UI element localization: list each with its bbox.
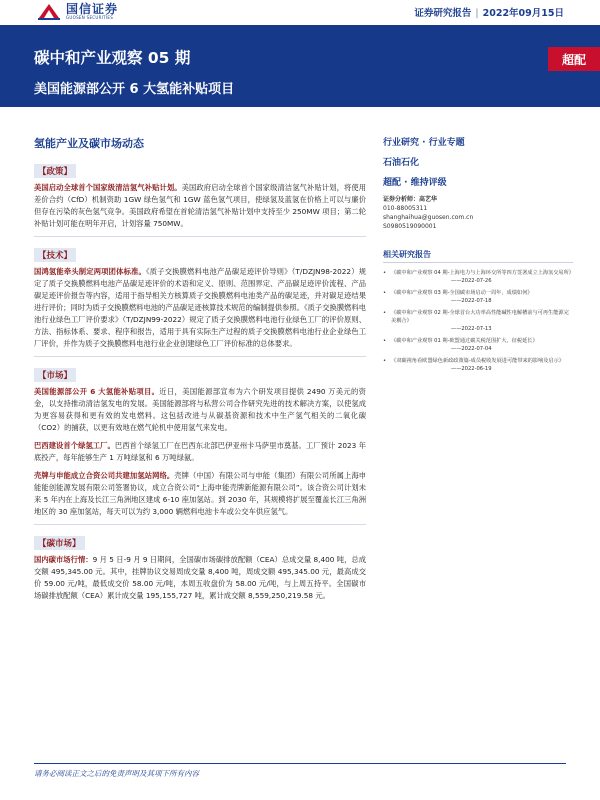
report-type: 证券研究报告 xyxy=(414,8,472,19)
tech-section xyxy=(34,243,366,350)
report-subtitle: 美国能源部公开 6 大氢能补贴项目 xyxy=(34,82,235,97)
related-report-date: ——2022-07-13 xyxy=(451,326,492,332)
carbon-highlight: 国内碳市场行情： xyxy=(34,555,93,564)
market-paragraph-1 xyxy=(34,386,366,434)
sidebar xyxy=(383,135,573,377)
related-report-item[interactable] xyxy=(383,309,573,333)
market-highlight-1: 美国能源部公开 6 大氢能补贴项目。 xyxy=(34,387,160,396)
market-text-1: 近日，美国能源部宣布为六个研发项目提供 2490 万美元的资金，以支持推动清洁氢发电的发展。美国能源部将与私营公司合作研究先进的技术解决方案，以使氢成为更容易获得和更有效的发电燃料。这包括改进与从碳基资源和技术中生产氢气相关的二氧化碳（CO2）的捕获，以更有效地在燃气轮机中使用氢气来发电。 xyxy=(34,387,366,432)
top-bar xyxy=(0,0,600,25)
analyst-email[interactable]: shanghaihua@guosen.com.cn xyxy=(383,214,474,221)
related-report-title: 《碳中和产业观察 01 期-欧盟通过碳关税范围扩大、征税延长》 xyxy=(391,338,538,344)
analyst-info xyxy=(383,195,573,231)
policy-section xyxy=(34,159,366,230)
carbon-section xyxy=(34,531,366,602)
divider xyxy=(34,356,366,357)
related-report-item[interactable] xyxy=(383,289,573,305)
related-report-item[interactable] xyxy=(383,337,573,353)
bullet-icon: • xyxy=(383,358,387,364)
related-report-title: 《碳中和产业观察 02 期-全球首台大功率高性能碱性电解槽前与可再生能源完美耦合》 xyxy=(391,310,569,324)
tech-text: 《质子交换膜燃料电池产品碳足迹评价导则》（T/DZJN98-2022）规定了质子交换膜燃料电池产品碳足迹评价的术语和定义、原则、范围界定、产品碳足迹评价流程、产品碳足迹评价报告等内容，适用于指导相关方核算质子交换膜燃料电池类产品的碳足迹，并对碳足迹结果进行评价；同时为质子交换膜燃料电池的产品碳足迹核算技术规范的编制提供参照。《质子交换膜燃料电池行业绿色工厂评价要求》（T/DZJN99-2022）规定了质子交换膜燃料电池行业绿色工厂的评价原则、方法、指标体系、要求、程序和报告，适用于具有实际生产过程的质子交换膜燃料电池行业企业绿色工厂评价，并作为质子交换膜燃料电池行业企业创建绿色工厂评价标准的总体要求。 xyxy=(34,267,367,348)
divider xyxy=(34,524,366,525)
sector-label: 石油石化 xyxy=(383,158,420,168)
market-text-3: 壳牌（中国）有限公司与申能（集团）有限公司所属上海申能能创能源发展有限公司签署协议，成立合资公司“上海申能壳牌新能源有限公司”。该合资公司计划未来 5 年内在上海及长江三角洲地区建成 6-10 座加氢站。到 2030 年，其规模将扩展至覆盖长江三角洲地区的 30 座加氢站，每天可以为约 3,000 辆燃料电池卡车或公交车供应氢气。 xyxy=(34,471,367,516)
analyst-name: 证券分析师：高艺华 xyxy=(383,196,438,203)
related-report-date: ——2022-06-19 xyxy=(451,366,492,372)
section-title: 氢能产业及碳市场动态 xyxy=(34,137,144,150)
industry-label: 行业研究 · 行业专题 xyxy=(383,138,465,148)
rating-label: 超配 · 维持评级 xyxy=(383,178,447,188)
market-paragraph-3 xyxy=(34,470,366,518)
related-report-item[interactable] xyxy=(383,357,573,373)
rating-tag: 超配 xyxy=(548,47,600,71)
carbon-tag: 【碳市场】 xyxy=(34,536,85,550)
bullet-icon: • xyxy=(383,310,387,316)
bullet-icon: • xyxy=(383,270,387,276)
main-content xyxy=(34,135,366,608)
market-tag: 【市场】 xyxy=(34,368,76,382)
related-report-title: 《碳中和产业观察 04 期-上海电力与上海环交所等四方签署成立上海氢交易所》 xyxy=(391,270,574,276)
market-highlight-2: 巴西建设首个绿氢工厂。 xyxy=(34,441,115,450)
logo-name-en: GUOSEN SECURITIES xyxy=(66,14,114,20)
analyst-phone: 010-88005311 xyxy=(383,205,428,212)
policy-paragraph xyxy=(34,182,366,230)
footer-divider xyxy=(34,763,566,764)
tech-highlight: 国鸿氢能牵头制定两项团体标准。 xyxy=(34,267,146,276)
title-banner xyxy=(0,25,600,107)
related-reports-title: 相关研究报告 xyxy=(383,249,573,263)
related-report-title: 《碳中和产业观察 03 期-全国碳市场启动一周年，成绩如何》 xyxy=(391,290,533,296)
report-title: 碳中和产业观察 05 期 xyxy=(34,49,191,67)
guosen-logo-icon xyxy=(38,2,60,20)
logo-name-cn: 国信证券 xyxy=(66,1,119,16)
report-date: 2022年09月15日 xyxy=(482,8,564,19)
related-report-date: ——2022-07-18 xyxy=(451,298,492,304)
related-reports-list xyxy=(383,269,573,373)
related-report-date: ——2022-07-04 xyxy=(451,346,492,352)
carbon-text: 9 月 5 日-9 月 9 日期间，全国碳市场碳排放配额（CEA）总成交量 8,400 吨，总成交额 495,345.00 元。其中，挂牌协议交易周成交量 8,400 吨，周成交额 495,345.00 元，最高成交价 59.00 元/吨，最低成交价 58.00 元/吨，本周五收盘价为 58.00 元/吨，与上周五持平。全国碳市场碳排放配额（CEA）累计成交量 195,155,727 吨，累计成交额 8,559,250,219.58 元。 xyxy=(34,555,367,600)
related-report-item[interactable] xyxy=(383,269,573,285)
policy-tag: 【政策】 xyxy=(34,164,76,178)
analyst-license: S0980519090001 xyxy=(383,223,437,230)
bullet-icon: • xyxy=(383,290,387,296)
market-section xyxy=(34,363,366,518)
footer-disclaimer: 请务必阅读正文之后的免责声明及其项下所有内容 xyxy=(34,769,199,778)
market-paragraph-2 xyxy=(34,440,366,464)
policy-text: 美国政府启动全球首个国家级清洁氢气补贴计划，将使用差价合约（CfD）机制资助 1GW 绿色氢气和 1GW 蓝色氢气项目，使绿氢及蓝氢在价格上可以与廉价但存在污染的灰色氢气竞争。美国政府希望在首轮清洁氢气补贴计划中支持至少 250MW 项目；第二轮补贴计划可能在明年开启，计划容量 750MW。 xyxy=(34,183,366,228)
bullet-icon: • xyxy=(383,338,387,344)
market-highlight-3: 壳牌与申能成立合资公司共建加氢站网络。 xyxy=(34,471,175,480)
market-text-2: 巴西首个绿氢工厂在巴西东北部巴伊亚州卡马萨里市奠基。工厂预计 2023 年底投产，每年能够生产 1 万吨绿氢和 6 万吨绿氨。 xyxy=(34,441,366,462)
divider xyxy=(34,236,366,237)
carbon-paragraph xyxy=(34,554,366,602)
policy-highlight: 美国启动全球首个国家级清洁氢气补贴计划。 xyxy=(34,183,182,192)
report-meta: 证券研究报告 | 2022年09月15日 xyxy=(414,8,564,19)
tech-paragraph xyxy=(34,266,366,350)
company-logo xyxy=(38,0,118,22)
related-report-title: 《双碳视角看欧盟绿色新政政策篇-成员税收发展进可能带来的影响及启示》 xyxy=(391,358,565,364)
tech-tag: 【技术】 xyxy=(34,248,76,262)
related-report-date: ——2022-07-26 xyxy=(451,278,492,284)
